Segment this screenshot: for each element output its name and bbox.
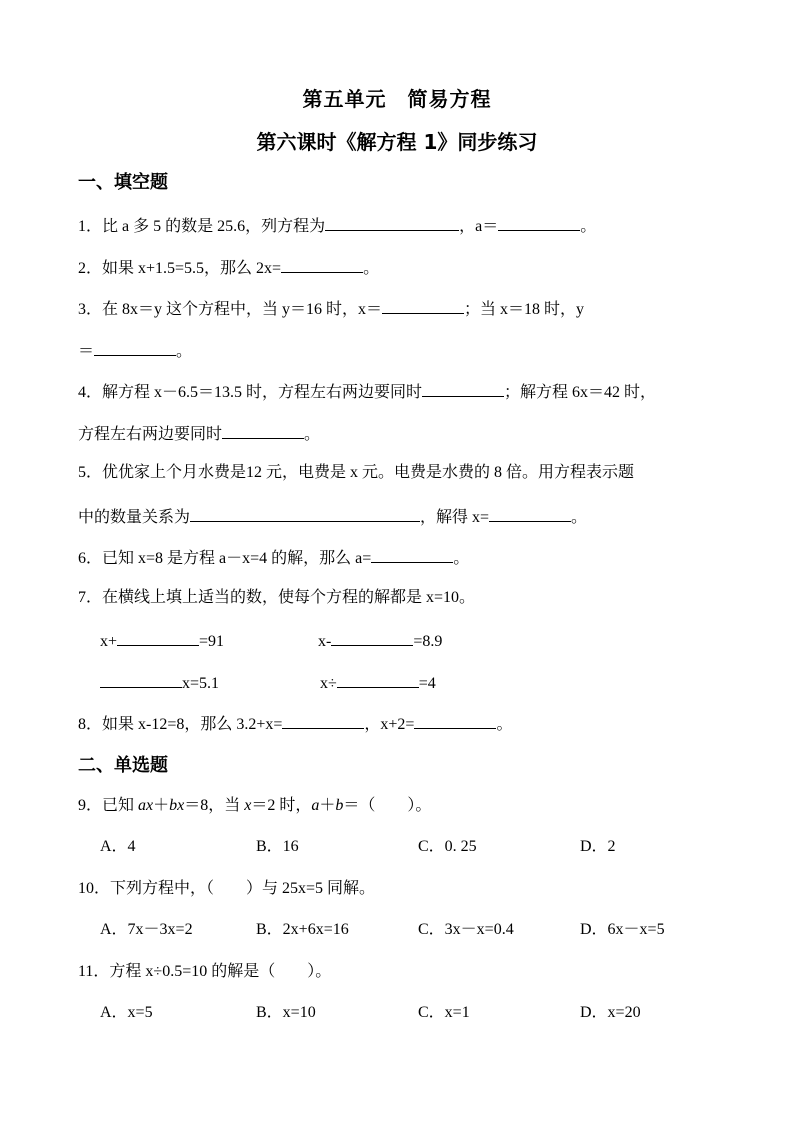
question-5-cont: 中的数量关系为 ，解得 x= 。 [78, 503, 587, 530]
answer-blank[interactable] [222, 420, 304, 439]
answer-blank[interactable] [382, 295, 464, 314]
question-3: 3．在 8x＝y 这个方程中，当 y＝16 时，x＝ ；当 x＝18 时，y [78, 295, 584, 322]
option-b[interactable]: B．x=10 [256, 1004, 316, 1021]
answer-blank[interactable] [325, 212, 459, 231]
answer-blank[interactable] [331, 627, 413, 646]
question-2: 2．如果 x+1.5=5.5，那么 2x= 。 [78, 254, 379, 281]
answer-blank[interactable] [94, 337, 176, 356]
question-7-eq3: x=5.1 [100, 669, 219, 696]
question-10: 10．下列方程中，（ ）与 25x=5 同解。 [78, 880, 376, 897]
question-5: 5．优优家上个月水费是12 元，电费是 x 元。电费是水费的 8 倍。用方程表示题 [78, 464, 635, 481]
option-a[interactable]: A．7x－3x=2 [100, 921, 193, 938]
answer-blank[interactable] [414, 710, 496, 729]
question-4-cont: 方程左右两边要同时 。 [78, 420, 320, 447]
option-c[interactable]: C．x=1 [418, 1004, 470, 1021]
unit-title: 第五单元 简易方程 [302, 87, 492, 111]
question-9: 9．已知 ax＋bx＝8，当 x＝2 时，a＋b＝（ ）。 [78, 797, 432, 814]
answer-blank[interactable] [281, 254, 363, 273]
answer-blank[interactable] [422, 378, 504, 397]
lesson-title: 第六课时《解方程 1》同步练习 [256, 130, 538, 154]
question-7-eq1: x+ =91 [100, 627, 224, 654]
question-4: 4．解方程 x－6.5＝13.5 时，方程左右两边要同时 ；解方程 6x＝42 时， [78, 378, 656, 405]
question-7-eq4: x÷ =4 [320, 669, 436, 696]
option-a[interactable]: A．4 [100, 838, 136, 855]
option-d[interactable]: D．2 [580, 838, 616, 855]
option-a[interactable]: A．x=5 [100, 1004, 153, 1021]
question-7-eq2: x- =8.9 [318, 627, 442, 654]
question-7: 7．在横线上填上适当的数，使每个方程的解都是 x=10。 [78, 589, 476, 606]
answer-blank[interactable] [371, 544, 453, 563]
answer-blank[interactable] [489, 503, 571, 522]
answer-blank[interactable] [117, 627, 199, 646]
section-single-choice: 二、单选题 [78, 755, 168, 776]
option-b[interactable]: B．2x+6x=16 [256, 921, 349, 938]
answer-blank[interactable] [190, 503, 420, 522]
answer-blank[interactable] [337, 669, 419, 688]
option-c[interactable]: C．3x－x=0.4 [418, 921, 514, 938]
option-d[interactable]: D．6x－x=5 [580, 921, 665, 938]
section-fill-blank: 一、填空题 [78, 172, 168, 193]
answer-blank[interactable] [282, 710, 364, 729]
option-d[interactable]: D．x=20 [580, 1004, 641, 1021]
question-8: 8．如果 x-12=8，那么 3.2+x= ，x+2= 。 [78, 710, 512, 737]
question-6: 6．已知 x=8 是方程 a－x=4 的解，那么 a= 。 [78, 544, 469, 571]
answer-blank[interactable] [100, 669, 182, 688]
option-c[interactable]: C．0. 25 [418, 838, 477, 855]
question-3-cont: ＝ 。 [78, 337, 192, 364]
answer-blank[interactable] [498, 212, 580, 231]
question-11: 11．方程 x÷0.5=10 的解是（ ）。 [78, 963, 332, 980]
question-1: 1．比 a 多 5 的数是 25.6，列方程为 ，a＝ 。 [78, 212, 596, 239]
option-b[interactable]: B．16 [256, 838, 299, 855]
